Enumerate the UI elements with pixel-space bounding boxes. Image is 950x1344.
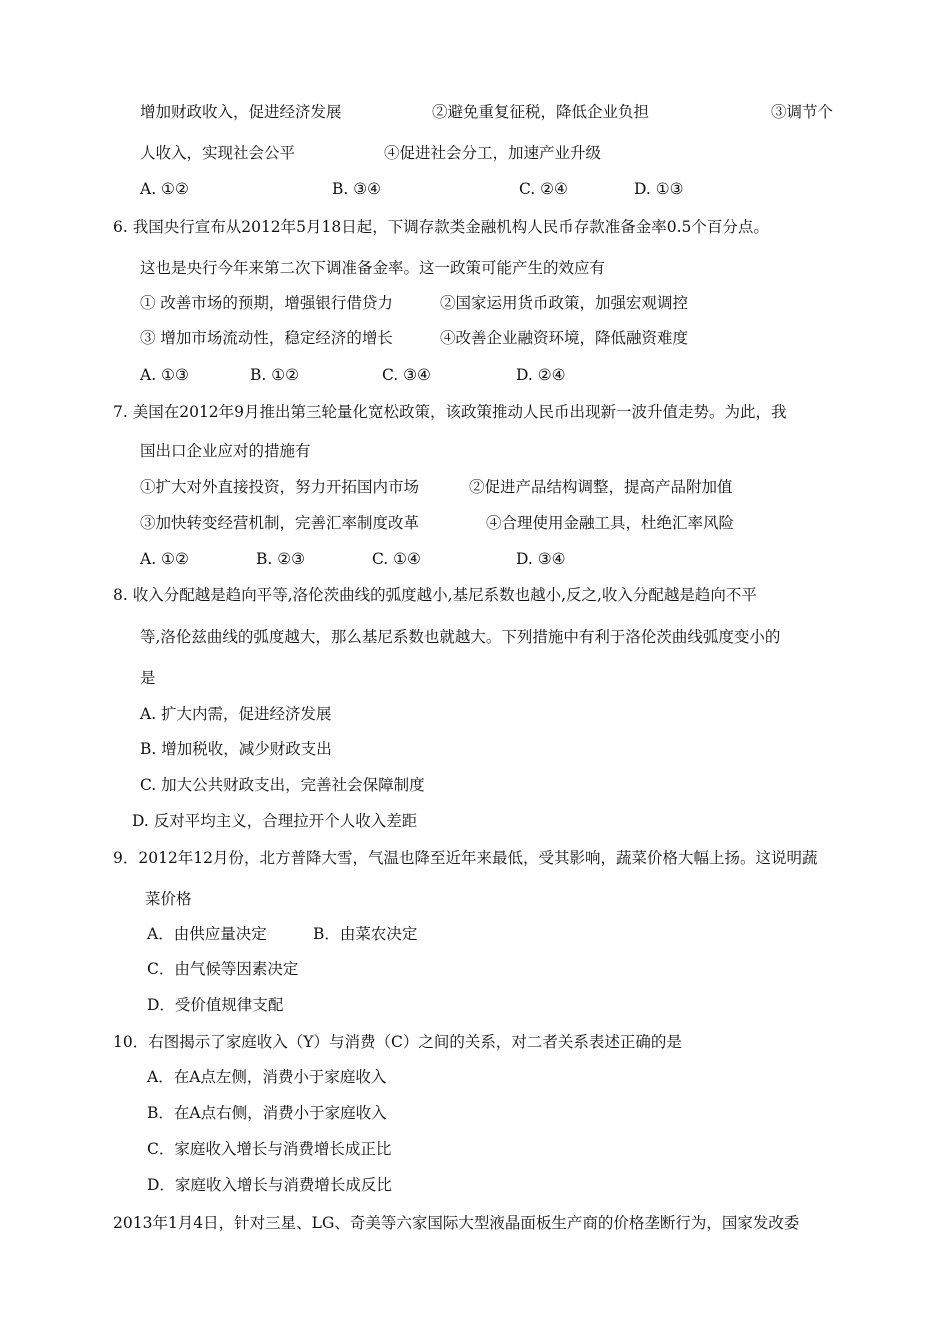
q6-option-c: C. ③④ <box>382 366 431 384</box>
q7-option-b: B. ②③ <box>256 550 306 568</box>
q8-option-b: B. 增加税收，减少财政支出 <box>140 740 332 758</box>
q7-item-2: ②促进产品结构调整，提高产品附加值 <box>469 478 733 496</box>
q5-option-c: C. ②④ <box>519 180 568 198</box>
q7-stem-line2: 国出口企业应对的措施有 <box>140 442 311 460</box>
q8-option-d: D. 反对平均主义，合理拉开个人收入差距 <box>132 812 418 830</box>
q7-option-d: D. ③④ <box>516 550 566 568</box>
q5-option-a: A. ①② <box>140 180 189 198</box>
q10-option-d: D．家庭收入增长与消费增长成反比 <box>147 1176 392 1194</box>
q5-line2-a: 人收入，实现社会公平 <box>140 144 296 162</box>
q10-option-b: B．在A点右侧，消费小于家庭收入 <box>147 1104 387 1122</box>
q8-option-a: A. 扩大内需，促进经济发展 <box>140 705 332 723</box>
q9-option-d: D．受价值规律支配 <box>147 996 284 1014</box>
q5-line1-c: ③调节个 <box>771 103 834 121</box>
q6-option-d: D. ②④ <box>516 366 566 384</box>
q10-option-a: A．在A点左侧，消费小于家庭收入 <box>147 1068 387 1086</box>
q6-stem-line2: 这也是央行今年来第二次下调准备金率。这一政策可能产生的效应有 <box>140 259 606 277</box>
q10-option-c: C．家庭收入增长与消费增长成正比 <box>147 1140 392 1158</box>
q9-option-b: B．由菜农决定 <box>313 925 418 943</box>
q9-option-a: A．由供应量决定 <box>147 925 267 943</box>
q7-item-4: ④合理使用金融工具，杜绝汇率风险 <box>486 514 735 532</box>
q8-stem-line3: 是 <box>140 669 156 687</box>
q6-item-1: ① 改善市场的预期，增强银行借贷力 <box>140 294 393 312</box>
q5-line1-a: 增加财政收入，促进经济发展 <box>140 103 342 121</box>
q6-stem-line1: 6. 我国央行宣布从2012年5月18日起，下调存款类金融机构人民币存款准备金率0.5个百分点。 <box>113 218 769 236</box>
q5-line1-b: ②避免重复征税，降低企业负担 <box>432 103 650 121</box>
q5-line2-b: ④促进社会分工，加速产业升级 <box>384 144 602 162</box>
q9-stem-line1: 9．2012年12月份，北方普降大雪，气温也降至近年来最低，受其影响，蔬菜价格大幅上扬。这说明蔬 <box>113 849 818 867</box>
q6-item-3: ③ 增加市场流动性，稳定经济的增长 <box>140 329 393 347</box>
q7-option-a: A. ①② <box>140 550 189 568</box>
next-question-stem: 2013年1月4日，针对三星、LG、奇美等六家国际大型液晶面板生产商的价格垄断行为，国家发改委 <box>113 1214 800 1232</box>
q5-option-b: B. ③④ <box>332 180 382 198</box>
q6-option-a: A. ①③ <box>140 366 189 384</box>
q6-item-2: ②国家运用货币政策，加强宏观调控 <box>440 294 689 312</box>
q8-stem-line2: 等,洛伦兹曲线的弧度越大，那么基尼系数也就越大。下列措施中有利于洛伦茨曲线弧度变小的 <box>140 628 781 646</box>
q7-item-1: ①扩大对外直接投资，努力开拓国内市场 <box>140 478 420 496</box>
q8-stem-line1: 8. 收入分配越是趋向平等,洛伦茨曲线的弧度越小,基尼系数也越小,反之,收入分配越是趋向不平 <box>113 586 757 604</box>
q7-item-3: ③加快转变经营机制，完善汇率制度改革 <box>140 514 420 532</box>
q9-option-c: C．由气候等因素决定 <box>147 960 299 978</box>
q6-option-b: B. ①② <box>250 366 300 384</box>
q8-option-c: C. 加大公共财政支出，完善社会保障制度 <box>140 776 425 794</box>
q7-option-c: C. ①④ <box>372 550 421 568</box>
q6-item-4: ④改善企业融资环境，降低融资难度 <box>440 329 689 347</box>
q10-stem: 10．右图揭示了家庭收入（Y）与消费（C）之间的关系，对二者关系表述正确的是 <box>113 1033 682 1051</box>
q5-option-d: D. ①③ <box>634 180 684 198</box>
q7-stem-line1: 7. 美国在2012年9月推出第三轮量化宽松政策，该政策推动人民币出现新一波升值走势。为此，我 <box>113 403 787 421</box>
q9-stem-line2: 菜价格 <box>145 890 192 908</box>
